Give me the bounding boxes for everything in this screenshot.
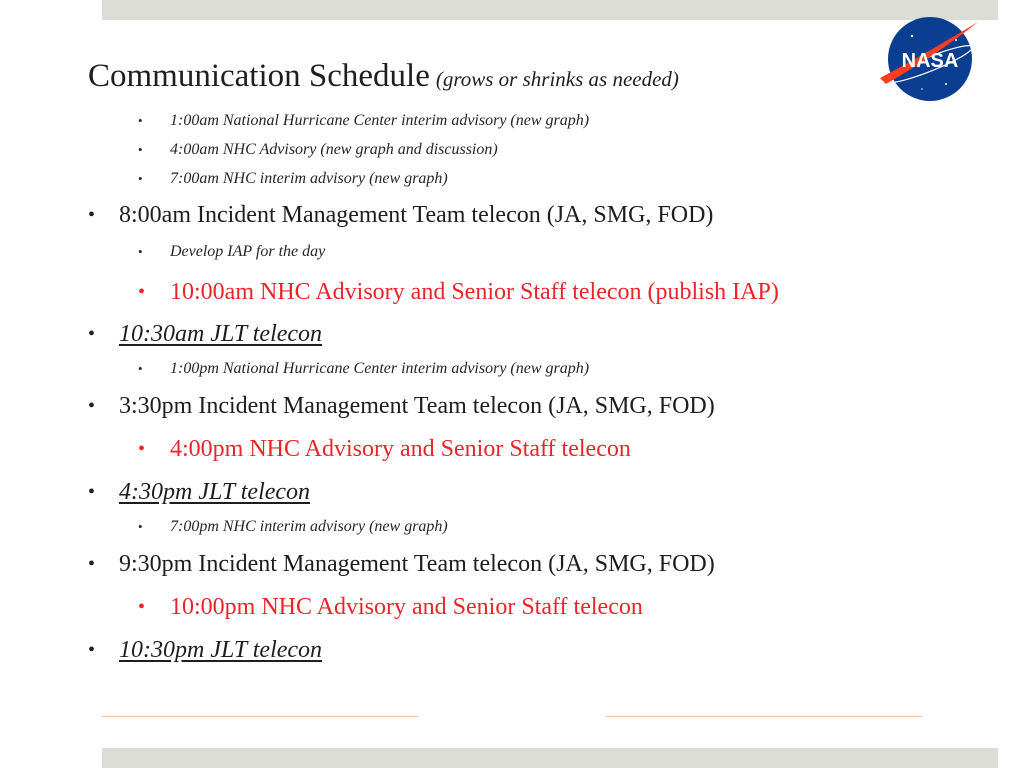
- bullet-icon: •: [138, 171, 143, 186]
- bullet-icon: •: [88, 204, 96, 226]
- bullet-icon: •: [88, 323, 96, 345]
- bullet-icon: •: [138, 361, 143, 376]
- bullet-icon: •: [138, 596, 146, 618]
- bullet-icon: •: [138, 281, 146, 303]
- bullet-icon: •: [88, 553, 96, 575]
- footer-divider-left: [102, 716, 418, 717]
- title-sub: (grows or shrinks as needed): [435, 67, 679, 91]
- page-title: [88, 58, 679, 95]
- bottom-band: [102, 748, 998, 768]
- bullet-icon: •: [138, 438, 146, 460]
- bullet-icon: •: [138, 142, 143, 157]
- top-band: [102, 0, 998, 20]
- footer-divider-right: [606, 716, 922, 717]
- svg-text:NASA: NASA: [901, 50, 959, 72]
- bullet-icon: •: [138, 113, 143, 128]
- bullet-icon: •: [88, 639, 96, 661]
- bullet-icon: •: [88, 481, 96, 503]
- title-main: Communication Schedule: [88, 58, 430, 94]
- bullet-icon: •: [138, 519, 143, 534]
- bullet-icon: •: [88, 395, 96, 417]
- nasa-logo-icon: [878, 14, 984, 104]
- bullet-icon: •: [138, 244, 143, 259]
